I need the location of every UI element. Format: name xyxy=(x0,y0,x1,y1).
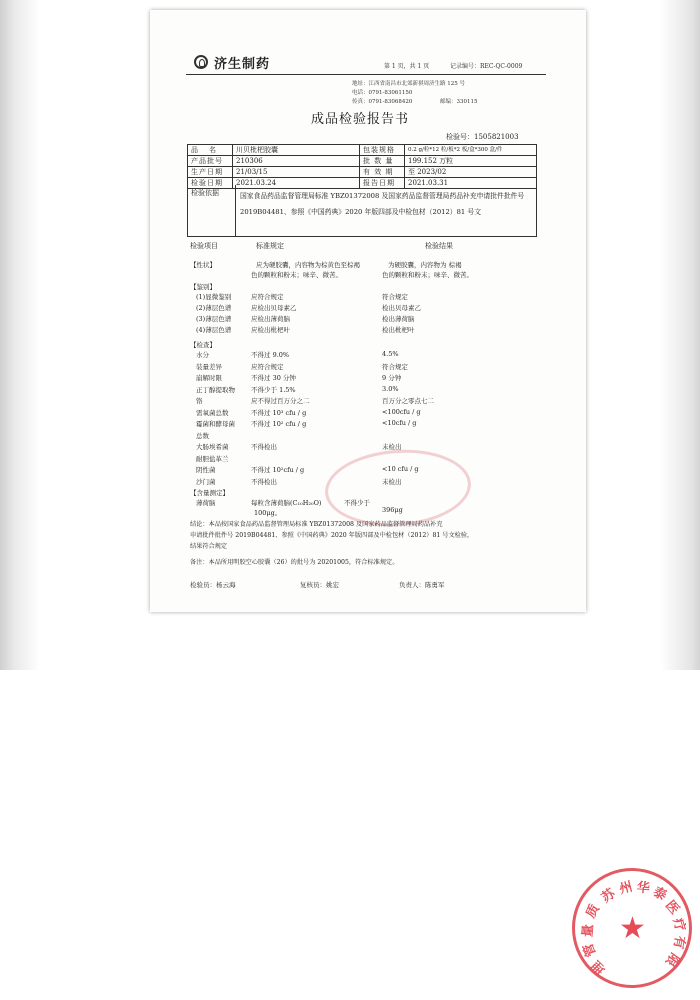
product-info-table xyxy=(187,144,537,189)
company-fax: 传真：0791-83068420 xyxy=(352,99,413,105)
report-date-value: 2021.03.31 xyxy=(405,178,537,189)
header-rule xyxy=(186,74,546,75)
examination-item: 装量差异 xyxy=(196,362,222,371)
conclusion-line2: 申请批件批件号 2019B04481、参照《中国药典》2020 年版四部及中检包材（2012）81 号文检验， xyxy=(190,532,474,539)
examination-item: 霉菌和酵母菌 xyxy=(196,420,235,428)
identification-item: (3)薄层色谱 xyxy=(196,315,232,323)
examination-standard: 不得过 10² cfu / g xyxy=(251,420,307,428)
examination-standard: 不得过 10³ cfu / g xyxy=(251,408,307,417)
package-label: 包装规格 xyxy=(360,145,405,156)
assay-result: 396μg xyxy=(382,506,403,514)
examination-result: 未检出 xyxy=(382,477,402,486)
identification-item: (1)显微鉴别 xyxy=(196,293,232,301)
report-paper xyxy=(150,10,586,612)
character-section: 【性状】 xyxy=(190,261,216,269)
conclusion-line1: 结论：本品按国家食品药品监督管理局标准 YBZ01372008 及国家药品监督管理局药品补充 xyxy=(190,521,443,528)
conclusion-line3: 结果符合规定 xyxy=(190,543,228,550)
identification-result: 符合规定 xyxy=(382,293,408,301)
identification-item: (4)薄层色谱 xyxy=(196,326,232,334)
responsible-signature: 负责人：陈勇军 xyxy=(399,581,445,589)
identification-item: (2)薄层色谱 xyxy=(196,304,232,312)
examination-result: 符合规定 xyxy=(382,362,408,371)
column-standard: 标准规定 xyxy=(256,242,284,250)
column-result: 检验结果 xyxy=(425,242,453,250)
assay-standard: 每粒含薄荷脑(C₁₀H₂₀O) xyxy=(251,499,322,507)
examination-result: 9 分钟 xyxy=(382,374,402,382)
examination-result: <10cfu / g xyxy=(382,419,417,427)
inspection-number: 检验号：1505821003 xyxy=(446,133,519,141)
examination-result: 百万分之零点七二 xyxy=(382,397,434,405)
examination-item: 水分 xyxy=(196,351,209,359)
company-address: 地址：江西省南昌市北郊新祺周济生路 125 号 xyxy=(352,81,465,87)
examination-result: 3.0% xyxy=(382,384,399,393)
record-number: 记录编号：REC-QC-0009 xyxy=(450,63,523,70)
product-name-value: 川贝枇杷胶囊 xyxy=(233,145,360,156)
valid-label: 有 效 期 xyxy=(360,167,405,178)
examination-section: 【检查】 xyxy=(190,341,216,349)
table-row xyxy=(188,167,537,178)
basis-divider xyxy=(235,185,236,237)
identification-result: 检出薄荷脑 xyxy=(382,315,415,323)
examination-result: <100cfu / g xyxy=(382,407,421,416)
examination-item: 大肠埃希菌 xyxy=(196,443,229,451)
reviewer-signature: 复核员：姚宏 xyxy=(300,581,339,589)
examination-result: <10 cfu / g xyxy=(382,465,419,473)
produce-date-value: 21/03/15 xyxy=(233,167,360,178)
basis-text: 国家食品药品监督管理局标准 YBZ01372008 及国家药品监督管理局药品补充申请批件批件号 2019B04481、参照《中国药典》2020 年版四部及中检包材（2012）81 号文 xyxy=(240,192,525,216)
character-result-line1: 为硬胶囊，内容物为 棕褐 xyxy=(388,261,462,269)
batch-no-label: 产品批号 xyxy=(188,156,233,167)
inspector-signature: 检验员：杨云海 xyxy=(190,581,236,589)
produce-date-label: 生产日期 xyxy=(188,167,233,178)
company-phone: 电话：0791-83061150 xyxy=(352,90,413,96)
identification-result: 检出枇杷叶 xyxy=(382,326,415,334)
company-name: 济生制药 xyxy=(214,57,271,72)
examination-item: 总数 xyxy=(196,431,209,440)
examination-result: 未检出 xyxy=(382,443,402,451)
examination-item: 崩解时限 xyxy=(196,374,222,382)
examination-standard: 应不得过百万分之二 xyxy=(251,397,310,405)
company-logo-icon xyxy=(194,55,208,69)
valid-value: 至 2023/02 xyxy=(405,167,537,178)
character-result-line2: 色的颗粒和粉末；味辛、微苦。 xyxy=(382,271,473,279)
examination-standard: 不得过 30 分钟 xyxy=(251,374,296,382)
red-seal-stamp-image: ★ 苏 州 华 泰 医 疗 有 限 质 量 管 理 xyxy=(572,868,692,988)
batch-no-value: 210306 xyxy=(233,156,360,167)
examination-item: 铬 xyxy=(196,397,203,405)
character-standard-line1: 应为硬胶囊，内容物为棕黄色至棕褐 xyxy=(256,261,360,269)
examination-item: 耐胆盐革兰 xyxy=(196,454,229,463)
remark: 备注：本品所用明胶空心胶囊（26）的批号为 20201005，符合标准规定。 xyxy=(190,559,399,566)
examination-item: 阴性菌 xyxy=(196,466,216,474)
seal-star-icon: ★ xyxy=(619,911,646,946)
examination-standard: 不得过 9.0% xyxy=(251,351,290,359)
identification-standard: 应符合规定 xyxy=(251,293,284,301)
inspect-date-value: 2021.03.24 xyxy=(233,178,360,189)
examination-result: 4.5% xyxy=(382,350,399,358)
batch-qty-value: 199.152 万粒 xyxy=(405,156,537,167)
company-postcode: 邮编：330115 xyxy=(440,99,478,105)
examination-item: 沙门菌 xyxy=(196,477,216,486)
assay-value: 100μg。 xyxy=(254,509,282,517)
examination-standard: 应符合规定 xyxy=(251,362,284,371)
identification-standard: 应检出贝母素乙 xyxy=(251,304,297,312)
examination-standard: 不得少于 1.5% xyxy=(251,385,296,394)
assay-item: 薄荷脑 xyxy=(196,499,216,507)
basis-label: 检验依据 xyxy=(191,189,219,197)
batch-qty-label: 批 数 量 xyxy=(360,156,405,167)
page-info: 第 1 页，共 1 页 xyxy=(384,63,430,70)
report-date-label: 报告日期 xyxy=(360,178,405,189)
examination-item: 需氧菌总数 xyxy=(196,408,229,417)
inspection-basis-box xyxy=(187,185,537,237)
character-standard-line2: 色的颗粒和粉末；味辛、微苦。 xyxy=(251,271,342,279)
identification-section: 【鉴别】 xyxy=(190,283,216,291)
assay-not-less: 不得少于 xyxy=(344,499,370,507)
table-row xyxy=(188,156,537,167)
report-title: 成品检验报告书 xyxy=(311,112,410,127)
identification-standard: 应检出枇杷叶 xyxy=(251,326,290,334)
examination-standard: 不得检出 xyxy=(251,443,277,451)
identification-result: 检出贝母素乙 xyxy=(382,304,421,312)
assay-section: 【含量测定】 xyxy=(190,489,229,497)
column-item: 检验项目 xyxy=(190,242,218,250)
examination-standard: 不得过 10²cfu / g xyxy=(251,466,305,474)
examination-standard: 不得检出 xyxy=(251,477,277,486)
table-row xyxy=(188,145,537,156)
examination-item: 正丁醇提取物 xyxy=(196,385,235,394)
identification-standard: 应检出薄荷脑 xyxy=(251,315,290,323)
inspect-date-label: 检验日期 xyxy=(188,178,233,189)
product-name-label: 品 名 xyxy=(188,145,233,156)
package-value: 0.2 g/粒*12 粒/板*2 板/盒*300 盒/件 xyxy=(405,145,537,156)
